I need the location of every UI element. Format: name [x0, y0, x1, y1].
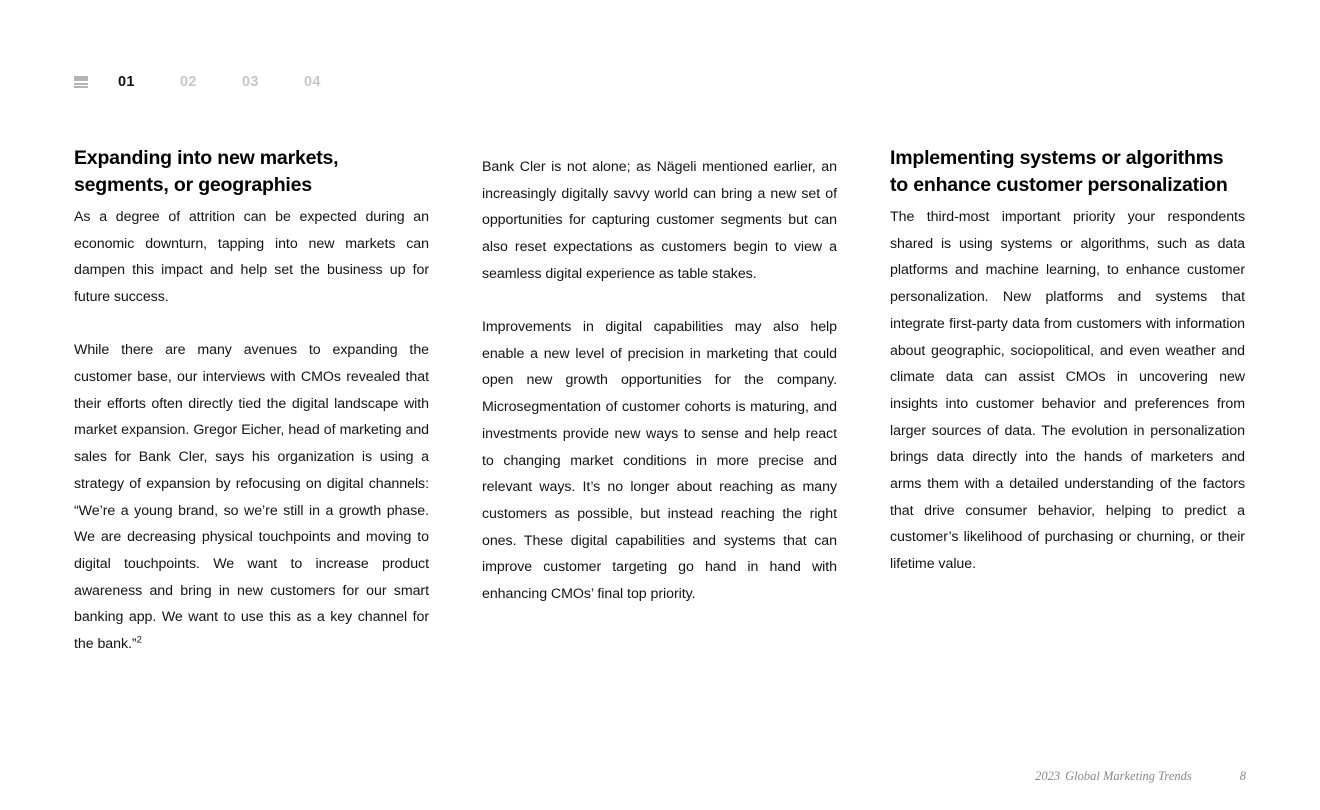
paragraph-left-2: [74, 337, 429, 657]
nav-item-02[interactable]: 02: [180, 74, 197, 90]
paragraph-middle-2: Improvements in digital capabilities may also help enable a new level of precision in marketing that could open new growth opportunities for the company. Microsegmentation of customer cohorts is maturing, and investments provide new ways to sense and help react to changing market conditions in more precise and relevant ways. It’s no longer about reaching as many customers as possible, but instead reaching the right ones. These digital capabilities and systems that can improve customer targeting go hand in hand with enhancing CMOs’ final top priority.: [482, 319, 837, 603]
section-heading-expanding: Expanding into new markets, segments, or geographies: [74, 147, 339, 196]
paragraph-left-2-text: While there are many avenues to expanding the customer base, our interviews with CMOs revealed that their efforts often directly tied the digital landscape with market expansion. Gregor Eicher, head of marketing and sales for Bank Cler, says his organization is using a strategy of expansion by refocusing on digital channels: “We’re a young brand, so we’re still in a growth phase. We are decreasing physical touchpoints and moving to digital touchpoints. We want to increase product awareness and bring in new customers for our smart banking app. We want to use this as a key channel for the bank.”: [74, 342, 429, 653]
list-icon[interactable]: [74, 76, 88, 88]
column-middle: [482, 145, 837, 658]
article-columns: [74, 145, 1246, 658]
column-right: [890, 145, 1245, 658]
column-left: [74, 145, 429, 658]
footer-doc-title: Global Marketing Trends: [1065, 769, 1192, 783]
footer-year: 2023: [1035, 769, 1061, 783]
footnote-marker[interactable]: 2: [136, 634, 142, 646]
footer-page-number: 8: [1239, 769, 1246, 783]
nav-item-01[interactable]: 01: [118, 74, 135, 90]
section-heading-personalization: Implementing systems or algorithms to enhance customer personalization: [890, 147, 1228, 196]
section-nav[interactable]: [74, 74, 366, 90]
nav-item-04[interactable]: 04: [304, 74, 321, 90]
paragraph-right-1: The third-most important priority your respondents shared is using systems or algorithms, such as data platforms and machine learning, to enhance customer personalization. New platforms and systems that integrate first-party data from customers with information about geographic, sociopolitical, and even weather and climate data can assist CMOs in uncovering new insights into customer behavior and preferences from larger sources of data. The evolution in personalization brings data directly into the hands of marketers and arms them with a detailed understanding of the factors that drive consumer behavior, helping to predict a customer’s likelihood of purchasing or churning, or their lifetime value.: [890, 209, 1245, 573]
paragraph-left-1: As a degree of attrition can be expected during an economic downturn, tapping into new markets can dampen this impact and help set the business up for future success.: [74, 209, 429, 306]
paragraph-middle-1: Bank Cler is not alone; as Nägeli mentioned earlier, an increasingly digitally savvy world can bring a new set of opportunities for capturing customer segments but can also reset expectations as customers begin to view a seamless digital experience as table stakes.: [482, 159, 837, 282]
nav-item-03[interactable]: 03: [242, 74, 259, 90]
page-footer: [1035, 769, 1246, 784]
